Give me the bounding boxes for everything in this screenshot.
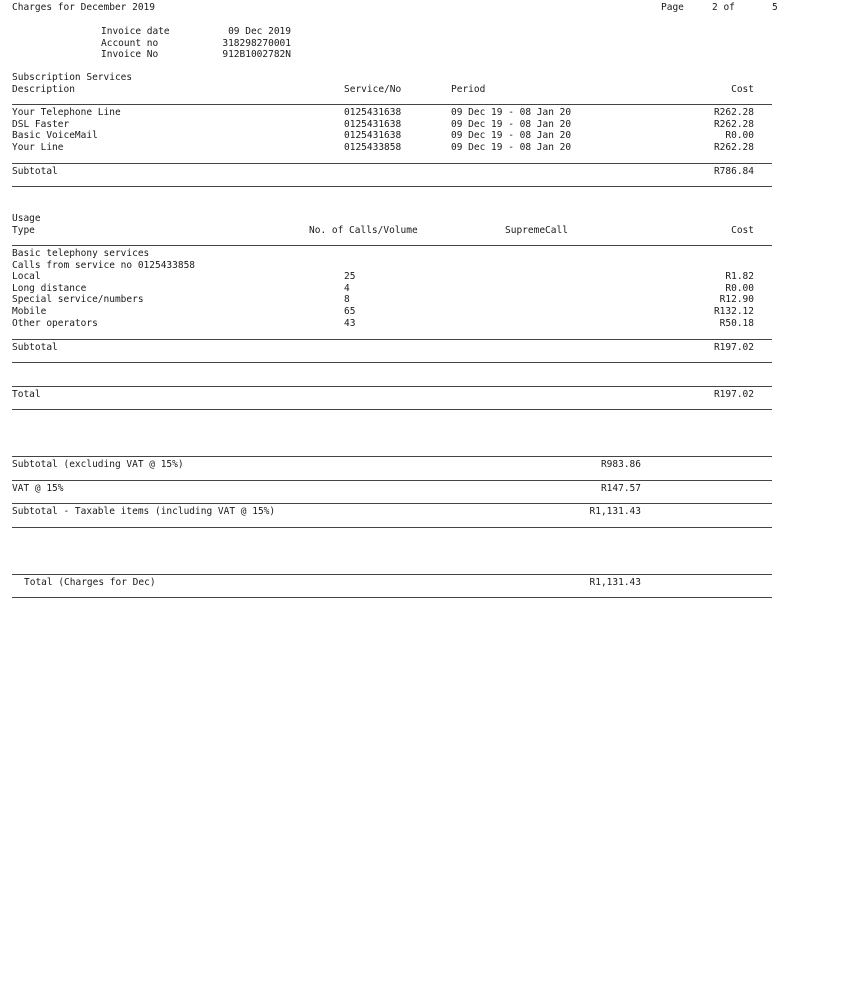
- subscription-row-description: Your Telephone Line: [12, 107, 121, 118]
- subscription-row-cost: R0.00: [725, 130, 754, 142]
- vat-value: R147.57: [600, 483, 641, 494]
- subscription-header-description: Description: [12, 84, 75, 95]
- usage-row-cost: R0.00: [725, 282, 754, 294]
- usage-row-type: Other operators: [12, 317, 98, 329]
- subscription-header-service: Service/No: [344, 84, 402, 95]
- divider: [12, 597, 772, 598]
- usage-header-supremecall: SupremeCall: [505, 225, 568, 236]
- invoice-info-labels: [101, 26, 170, 61]
- taxable-subtotal-label: Subtotal - Taxable items (including VAT @ 15%): [12, 506, 276, 517]
- usage-header-cost: Cost: [731, 225, 754, 236]
- divider: [12, 527, 772, 528]
- divider: [12, 386, 772, 387]
- subscription-subtotal-value: R786.84: [713, 166, 754, 177]
- subscription-service-column: [344, 107, 401, 154]
- subscription-row-period: 09 Dec 19 - 08 Jan 20: [451, 130, 572, 142]
- usage-total-label: Total: [12, 389, 41, 400]
- subscription-row-period: 09 Dec 19 - 08 Jan 20: [451, 118, 572, 130]
- subscription-row-cost: R262.28: [713, 107, 754, 118]
- usage-calls-column: [344, 271, 355, 329]
- usage-subtotal-value: R197.02: [713, 342, 754, 353]
- usage-subgroup-title: Calls from service no 0125433858: [12, 260, 196, 271]
- subscription-row-service: 0125431638: [344, 118, 402, 130]
- usage-row-type: Local: [12, 271, 41, 282]
- invoice-date-label: Invoice date: [101, 26, 170, 37]
- usage-total-value: R197.02: [713, 389, 754, 400]
- subscription-row-period: 09 Dec 19 - 08 Jan 20: [451, 107, 572, 118]
- subscription-subtotal-label: Subtotal: [12, 166, 58, 177]
- usage-row-type: Mobile: [12, 306, 47, 318]
- subscription-description-column: [12, 107, 121, 154]
- vat-label: VAT @ 15%: [12, 483, 64, 494]
- subscription-row-description: DSL Faster: [12, 118, 70, 130]
- divider: [12, 480, 772, 481]
- invoice-info-values: [222, 26, 291, 61]
- usage-subtotal-label: Subtotal: [12, 342, 58, 353]
- invoice-date-value: 09 Dec 2019: [228, 26, 291, 37]
- subscription-header-cost: Cost: [731, 84, 754, 95]
- usage-row-calls: 43: [344, 317, 356, 329]
- subscription-row-service: 0125433858: [344, 142, 402, 154]
- invoice-no-value: 912B1002782N: [222, 49, 291, 61]
- usage-row-cost: R132.12: [713, 306, 754, 318]
- divider: [12, 362, 772, 363]
- usage-row-calls: 65: [344, 306, 356, 318]
- subscription-row-description: Basic VoiceMail: [12, 130, 98, 142]
- subscription-row-service: 0125431638: [344, 130, 402, 142]
- divider: [12, 104, 772, 105]
- divider: [12, 503, 772, 504]
- divider: [12, 186, 772, 187]
- divider: [12, 339, 772, 340]
- subtotal-excl-vat-label: Subtotal (excluding VAT @ 15%): [12, 459, 184, 470]
- divider: [12, 409, 772, 410]
- invoice-no-label: Invoice No: [101, 49, 159, 61]
- taxable-subtotal-value: R1,131.43: [589, 506, 641, 517]
- usage-row-cost: R1.82: [725, 271, 754, 282]
- usage-section-title: Usage: [12, 213, 41, 224]
- usage-row-calls: 4: [344, 282, 350, 294]
- subscription-cost-column: [714, 107, 754, 154]
- usage-group-title: Basic telephony services: [12, 248, 150, 259]
- grand-total-value: R1,131.43: [589, 577, 641, 588]
- subscription-row-description: Your Line: [12, 142, 64, 154]
- divider: [12, 456, 772, 457]
- page-label: Page: [661, 2, 684, 13]
- usage-row-type: Long distance: [12, 282, 87, 294]
- account-no-value: 318298270001: [222, 37, 291, 49]
- divider: [12, 163, 772, 164]
- document-title: Charges for December 2019: [12, 2, 155, 13]
- account-no-label: Account no: [101, 37, 159, 49]
- usage-row-cost: R50.18: [719, 317, 754, 329]
- subscription-period-column: [451, 107, 571, 154]
- usage-row-type: Special service/numbers: [12, 294, 144, 306]
- usage-row-cost: R12.90: [719, 294, 754, 306]
- grand-total-label: Total (Charges for Dec): [24, 577, 156, 588]
- subscription-row-service: 0125431638: [344, 107, 402, 118]
- usage-row-calls: 8: [344, 294, 350, 306]
- subscription-section-title: Subscription Services: [12, 72, 133, 83]
- usage-header-calls: No. of Calls/Volume: [309, 225, 418, 236]
- subscription-header-period: Period: [451, 84, 486, 95]
- subtotal-excl-vat-value: R983.86: [600, 459, 641, 470]
- divider: [12, 245, 772, 246]
- subscription-row-cost: R262.28: [713, 118, 754, 130]
- subscription-row-cost: R262.28: [713, 142, 754, 154]
- subscription-row-period: 09 Dec 19 - 08 Jan 20: [451, 142, 572, 154]
- divider: [12, 574, 772, 575]
- usage-header-type: Type: [12, 225, 35, 236]
- page-total: 5: [772, 2, 778, 13]
- page-number: 2 of: [712, 2, 735, 13]
- usage-cost-column: [714, 271, 754, 329]
- usage-row-calls: 25: [344, 271, 356, 282]
- usage-type-column: [12, 271, 144, 329]
